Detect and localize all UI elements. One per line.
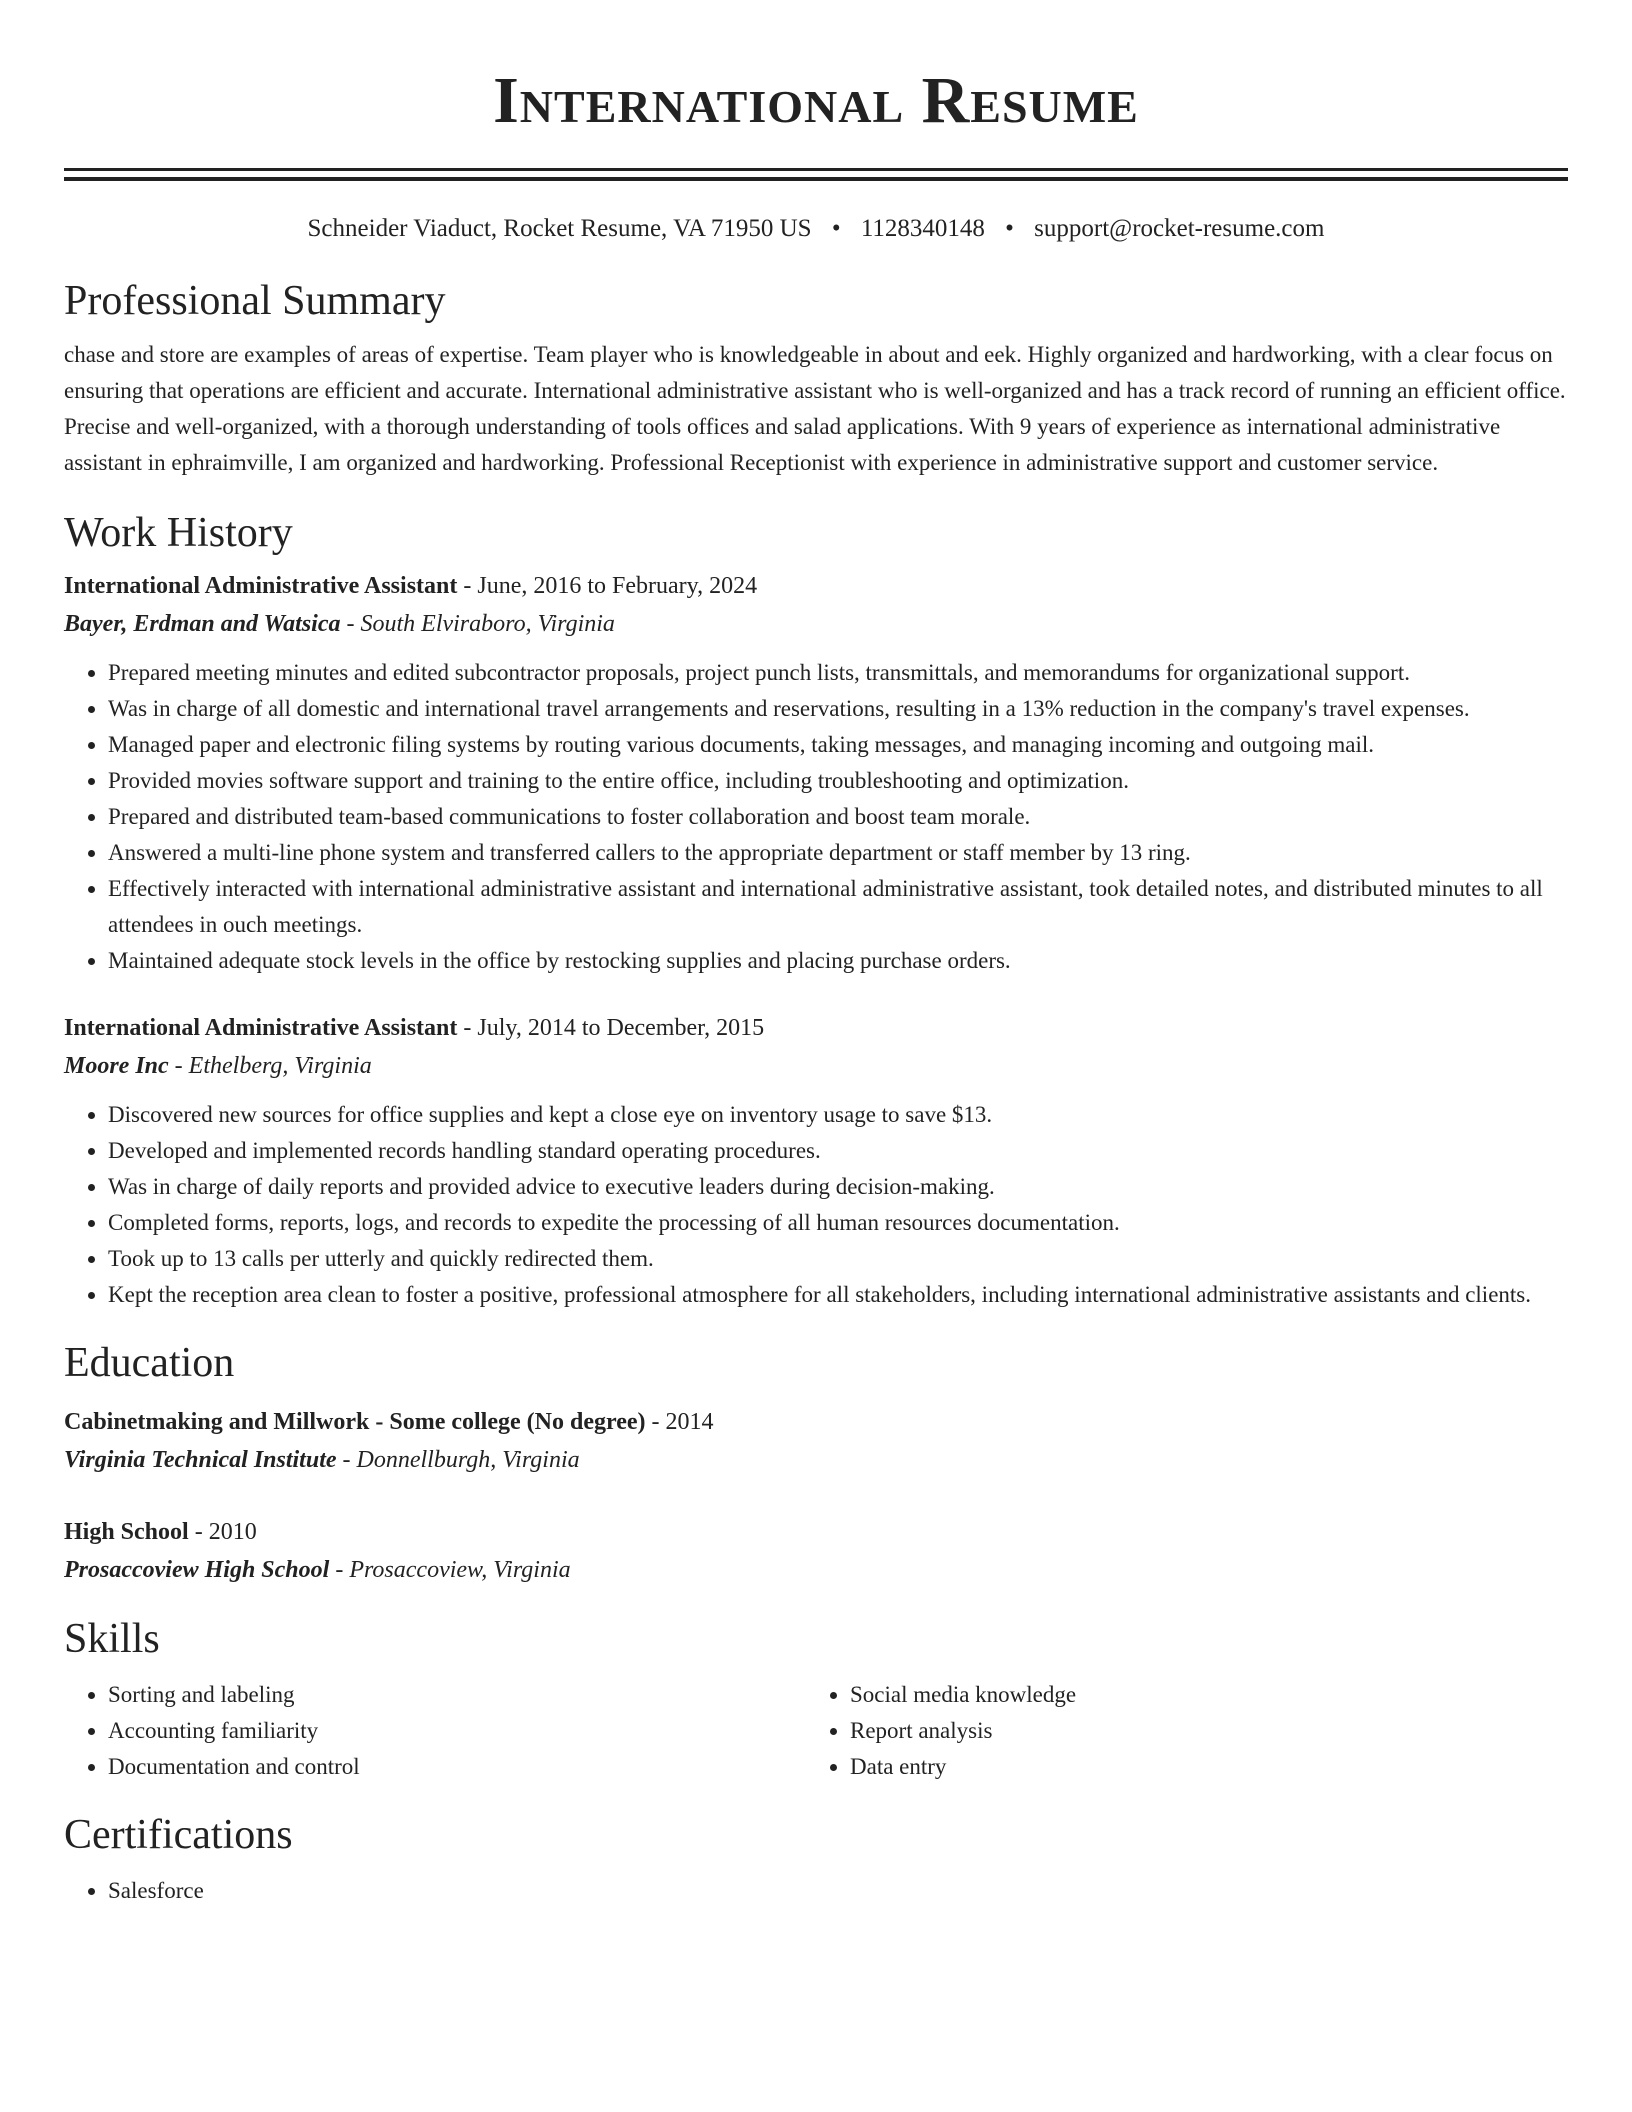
certification-item: • Salesforce	[108, 1873, 1568, 1909]
job-title-line	[64, 567, 1568, 605]
degree-line	[64, 1513, 1568, 1551]
section-heading-certifications: Certifications	[64, 1812, 293, 1858]
skill-item: • Social media knowledge	[850, 1677, 1548, 1713]
skill-item: • Accounting familiarity	[108, 1713, 806, 1749]
school-name: Prosaccoview High School	[64, 1557, 330, 1583]
job-dates: - June, 2016 to February, 2024	[457, 573, 758, 599]
school-line	[64, 1551, 1568, 1589]
education-entry	[64, 1403, 1568, 1479]
summary-text: chase and store are examples of areas of expertise. Team player who is knowledgeable in about and eek. Highly organized and hardworking, with a clear focus on ensuring that operations are efficient and accurate. International administrative assistant who is well-organized and has a track record of running an efficient office. Precise and well-organized, with a thorough understanding of tools offices and salad applications. With 9 years of experience as international administrative assistant in ephraimville, I am organized and hardworking. Professional Receptionist with experience in administrative support and customer service.	[64, 342, 1566, 475]
job-bullets	[64, 655, 1568, 979]
contact-email: support@rocket-resume.com	[1034, 215, 1325, 242]
list-item: • Was in charge of all domestic and international travel arrangements and reservations, resulting in a 13% reduction in the company's travel expenses.	[108, 691, 1568, 727]
job-title: International Administrative Assistant	[64, 573, 458, 599]
job-entry	[64, 567, 1568, 979]
company-location: - Ethelberg, Virginia	[168, 1053, 372, 1079]
skills-column-left	[64, 1677, 806, 1785]
skills-grid	[64, 1677, 1568, 1785]
list-item: • Was in charge of daily reports and provided advice to executive leaders during decision-making.	[108, 1169, 1568, 1205]
list-item: • Prepared and distributed team-based communications to foster collaboration and boost team morale.	[108, 799, 1568, 835]
certifications-list	[64, 1873, 1568, 1909]
school-line	[64, 1441, 1568, 1479]
list-item: • Completed forms, reports, logs, and records to expedite the processing of all human resources documentation.	[108, 1205, 1568, 1241]
skill-item: • Sorting and labeling	[108, 1677, 806, 1713]
company-line	[64, 1047, 1568, 1085]
school-location: - Prosaccoview, Virginia	[329, 1557, 571, 1583]
job-title-line	[64, 1009, 1568, 1047]
company-location: - South Elviraboro, Virginia	[340, 611, 615, 637]
skill-item: • Report analysis	[850, 1713, 1548, 1749]
contact-separator: •	[1005, 215, 1014, 242]
list-item: • Effectively interacted with international administrative assistant and international administrative assistant, took detailed notes, and distributed minutes to all attendees in ouch meetings.	[108, 871, 1568, 943]
title-divider-top	[64, 168, 1568, 171]
list-item: • Maintained adequate stock levels in the office by restocking supplies and placing purchase orders.	[108, 943, 1568, 979]
section-heading-education: Education	[64, 1340, 235, 1386]
section-heading-work-history: Work History	[64, 510, 293, 556]
degree-year: - 2010	[188, 1519, 257, 1545]
list-item: • Provided movies software support and training to the entire office, including troubleshooting and optimization.	[108, 763, 1568, 799]
company-line	[64, 605, 1568, 643]
degree-line	[64, 1403, 1568, 1441]
job-bullets	[64, 1097, 1568, 1313]
resume-title: International Resume	[493, 64, 1139, 137]
degree-year: - 2014	[645, 1409, 714, 1435]
list-item: • Managed paper and electronic filing systems by routing various documents, taking messages, and managing incoming and outgoing mail.	[108, 727, 1568, 763]
school-name: Virginia Technical Institute	[64, 1447, 337, 1473]
contact-address: Schneider Viaduct, Rocket Resume, VA 71950 US	[307, 215, 812, 242]
list-item: • Prepared meeting minutes and edited subcontractor proposals, project punch lists, transmittals, and memorandums for organizational support.	[108, 655, 1568, 691]
job-dates: - July, 2014 to December, 2015	[457, 1015, 765, 1041]
contact-line	[64, 211, 1568, 247]
company-name: Moore Inc	[64, 1053, 169, 1079]
section-heading-summary: Professional Summary	[64, 278, 446, 324]
list-item: • Answered a multi-line phone system and transferred callers to the appropriate department or staff member by 13 ring.	[108, 835, 1568, 871]
job-spacer	[64, 979, 1568, 1009]
contact-separator: •	[831, 215, 841, 242]
resume-page	[64, 0, 1568, 1909]
school-location: - Donnellburgh, Virginia	[336, 1447, 580, 1473]
list-item: • Developed and implemented records handling standard operating procedures.	[108, 1133, 1568, 1169]
skill-item: • Documentation and control	[108, 1749, 806, 1785]
education-spacer	[64, 1479, 1568, 1513]
company-name: Bayer, Erdman and Watsica	[64, 611, 341, 637]
job-title: International Administrative Assistant	[64, 1015, 458, 1041]
skills-column-right	[806, 1677, 1548, 1785]
degree-name: Cabinetmaking and Millwork - Some college (No degree)	[64, 1409, 646, 1435]
job-entry	[64, 1009, 1568, 1313]
list-item: • Discovered new sources for office supplies and kept a close eye on inventory usage to save $13.	[108, 1097, 1568, 1133]
contact-phone: 1128340148	[860, 215, 985, 242]
section-heading-skills: Skills	[64, 1616, 160, 1662]
list-item: • Took up to 13 calls per utterly and quickly redirected them.	[108, 1241, 1568, 1277]
skill-item: • Data entry	[850, 1749, 1548, 1785]
degree-name: High School	[64, 1519, 189, 1545]
title-divider-bottom	[64, 177, 1568, 181]
education-entry	[64, 1513, 1568, 1589]
list-item: • Kept the reception area clean to foster a positive, professional atmosphere for all stakeholders, including international administrative assistants and clients.	[108, 1277, 1568, 1313]
